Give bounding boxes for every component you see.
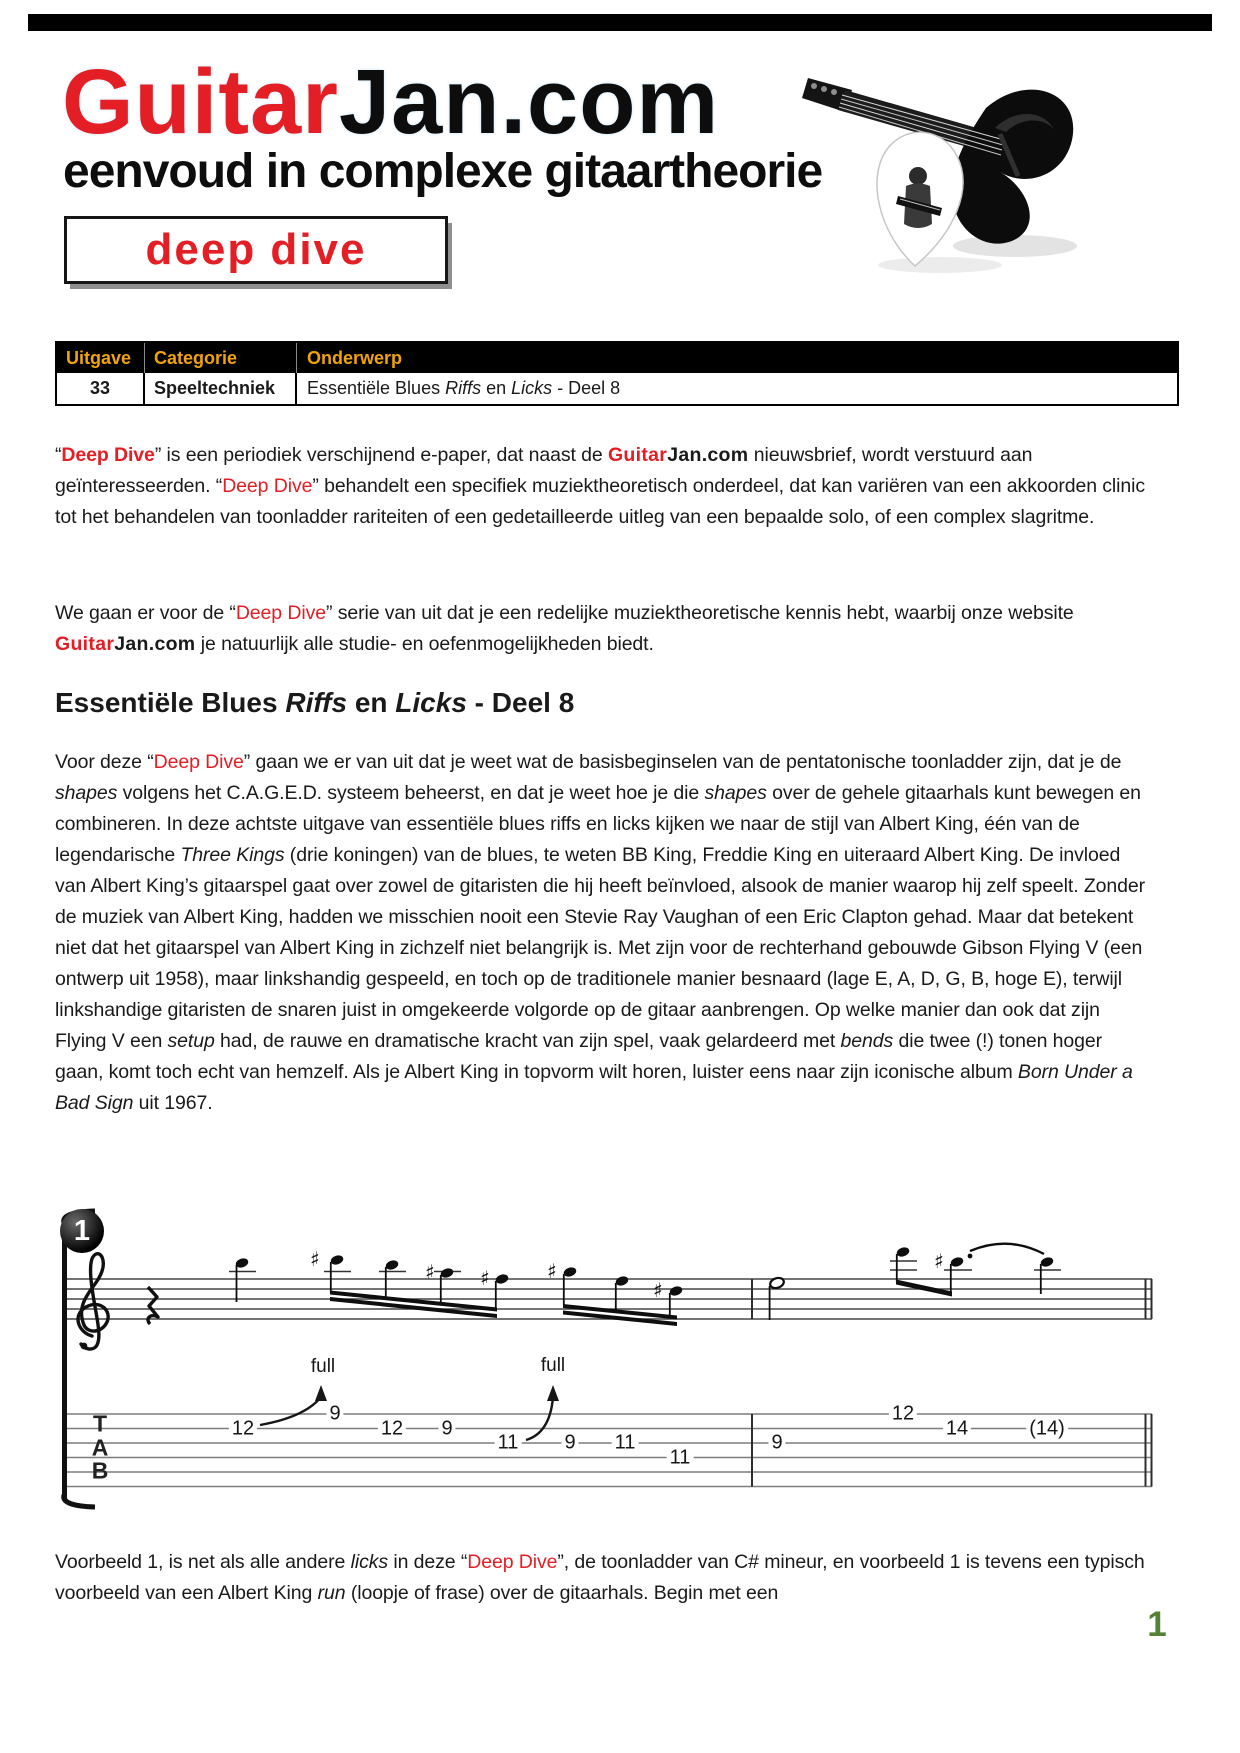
tab-letter: A <box>91 1434 109 1461</box>
tab-fret-number: 14 <box>943 1417 971 1440</box>
tab-letter: B <box>91 1457 109 1484</box>
example-number-badge: 1 <box>60 1209 104 1253</box>
cell-categorie: Speeltechniek <box>145 373 297 404</box>
table-header-row <box>57 343 1177 373</box>
svg-text:♯: ♯ <box>425 1260 435 1284</box>
tab-fret-number: (14) <box>1026 1417 1068 1440</box>
guitar-pick <box>877 132 963 266</box>
tab-fret-number: 9 <box>561 1432 578 1455</box>
col-header-uitgave: Uitgave <box>57 343 145 373</box>
tab-letter: T <box>92 1410 108 1437</box>
music-example-1 <box>0 1200 1240 1510</box>
tab-fret-number: 11 <box>612 1432 639 1455</box>
tab-fret-number: 9 <box>326 1403 343 1426</box>
tab-fret-number: 12 <box>889 1403 917 1426</box>
deep-dive-badge <box>64 216 448 284</box>
cell-onderwerp: Essentiële Blues Riffs en Licks - Deel 8 <box>307 378 621 398</box>
treble-clef-icon <box>78 1254 108 1350</box>
svg-text:♯: ♯ <box>310 1247 320 1271</box>
bend-full-label: full <box>540 1355 566 1376</box>
svg-text:♯: ♯ <box>653 1278 663 1302</box>
tab-fret-number: 9 <box>768 1432 785 1455</box>
sharp-signs <box>310 1247 944 1302</box>
tie-arc <box>970 1244 1044 1254</box>
svg-text:♯: ♯ <box>934 1249 944 1273</box>
cell-uitgave: 33 <box>57 373 145 404</box>
deep-dive-badge-label: deep dive <box>145 225 367 274</box>
tab-fret-number: 12 <box>378 1417 406 1440</box>
table-data-row <box>57 373 1177 404</box>
svg-text:♯: ♯ <box>547 1259 557 1283</box>
tagline: eenvoud in complexe gitaartheorie <box>63 145 823 198</box>
tab-fret-number: 12 <box>229 1417 257 1440</box>
tab-fret-number: 11 <box>667 1446 694 1469</box>
top-black-bar <box>28 14 1212 31</box>
pick-shadow <box>878 257 1002 273</box>
col-header-onderwerp: Onderwerp <box>307 347 403 368</box>
logo-part-guitar: Guitar <box>62 51 339 153</box>
site-logo <box>62 51 720 153</box>
bend-full-label: full <box>310 1356 336 1377</box>
guitar-illustration <box>790 38 1090 273</box>
barlines <box>752 1279 1152 1487</box>
main-paragraph: Voor deze “Deep Dive” gaan we er van uit dat je weet wat de basisbeginselen van de pentatonische toonladder zijn, dat je de shapes volgens het C.A.G.E.D. systeem beheerst, en dat je weet hoe je die shapes over de gehele gitaarhals kunt bewegen en combineren. In deze achtste uitgave van essentiële blues riffs en licks kijken we naar de stijl van Albert King, één van de legendarische Three Kings (drie koningen) van de blues, te weten BB King, Freddie King en uiteraard Albert King. De invloed van Albert King’s gitaarspel gaat over zowel de gitaristen die hij heeft beïnvloed, alsook de manier waarop hij zelf speelt. Zonder de muziek van Albert King, hadden we misschien nooit een Stevie Ray Vaughan of een Eric Clapton gehad. Maar dat betekent niet dat het gitaarspel van Albert King in zichzelf niet belangrijk is. Met zijn voor de rechterhand gebouwde Gibson Flying V (een ontwerp uit 1958), maar linkshandig gespeeld, en toch op de traditionele manier besnaard (lage E, A, D, G, B, hoge E), terwijl linkshandige gitaristen de snaren juist in omgekeerde volgorde op de gitaar aanbrengen. Op welke manier dan ook dat zijn Flying V een setup had, de rauwe en dramatische kracht van zijn spel, vaak gelardeerd met bends die twee (!) tonen hoger gaan, komt toch echt van hemzelf. Als je Albert King in topvorm wilt horen, luister eens naar zijn iconische album Born Under a Bad Sign uit 1967. <box>55 751 1146 1114</box>
issue-info-table <box>55 341 1179 406</box>
intro-paragraph: “Deep Dive” is een periodiek verschijnend e-paper, dat naast de GuitarJan.com nieuwsbrief, wordt verstuurd aan geïnteresseerden. “Deep Dive” behandelt een specifiek muziektheoretisch onderdeel, dat kan variëren van een akkoorden clinic tot het behandelen van toonladder rariteiten of een gedetailleerde uitleg van een bepaalde solo, of een complex slagritme. <box>55 444 1146 528</box>
series-paragraph: We gaan er voor de “Deep Dive” serie van uit dat je een redelijke muziektheoretische kennis hebt, waarbij onze website GuitarJan.com je natuurlijk alle studie- en oefenmogelijkheden biedt. <box>55 602 1074 655</box>
system-bracket <box>62 1220 67 1498</box>
article-heading: Essentiële Blues Riffs en Licks - Deel 8 <box>55 687 575 718</box>
logo-part-jancom: Jan.com <box>338 51 720 153</box>
staff-lines <box>67 1279 1152 1319</box>
page-number: 1 <box>1147 1605 1167 1644</box>
svg-text:♯: ♯ <box>480 1266 490 1290</box>
tab-fret-number: 9 <box>438 1417 455 1440</box>
measure1-notes <box>235 1254 684 1326</box>
notation-graphic <box>0 1200 1240 1510</box>
tab-fret-number: 11 <box>495 1432 522 1455</box>
col-header-categorie: Categorie <box>145 343 297 373</box>
example-paragraph: Voorbeeld 1, is net als alle andere licks in deze “Deep Dive”, de toonladder van C# mineur, en voorbeeld 1 is tevens een typisch voorbeeld van een Albert King run (loopje of frase) over de gitaarhals. Begin met een <box>55 1551 1145 1604</box>
